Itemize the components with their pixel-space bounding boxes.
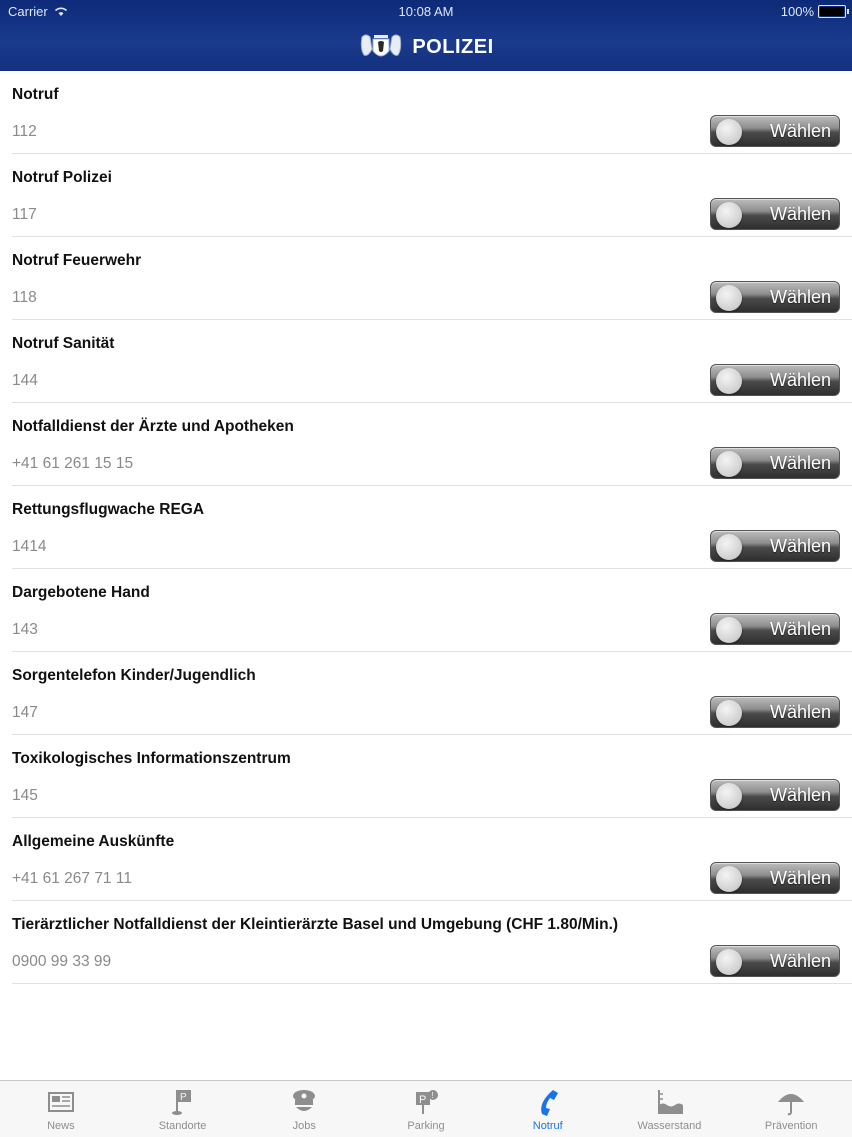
slider-knob[interactable] (716, 119, 742, 145)
contact-row (0, 486, 852, 569)
contact-number: 117 (12, 206, 37, 223)
battery-percent: 100% (780, 4, 814, 19)
dial-button-label: Wählen (769, 121, 831, 141)
dial-button-label: Wählen (769, 204, 831, 224)
tab-label: Wasserstand (637, 1120, 702, 1132)
status-bar (0, 0, 852, 22)
tab-label: News (47, 1120, 75, 1132)
dial-button[interactable] (710, 696, 840, 728)
slider-knob[interactable] (716, 368, 742, 394)
emergency-contact-list (0, 71, 852, 984)
dial-button-label: Wählen (769, 702, 831, 722)
dial-button-label: Wählen (769, 453, 831, 473)
carrier-label: Carrier (8, 4, 48, 19)
dial-button[interactable] (710, 364, 840, 396)
contact-row (0, 237, 852, 320)
contact-name: Sorgentelefon Kinder/Jugendlich (12, 667, 256, 684)
parking-info-icon (411, 1087, 441, 1117)
contact-name: Toxikologisches Informationszentrum (12, 750, 291, 767)
contact-row (0, 71, 852, 154)
contact-name: Tierärztlicher Notfalldienst der Kleintierärzte Basel und Umgebung (CHF 1.80/Min.) (12, 916, 619, 933)
contact-row (0, 735, 852, 818)
water-level-icon (654, 1087, 684, 1117)
phone-icon (533, 1087, 563, 1117)
svg-text:P: P (179, 1092, 187, 1103)
contact-number: +41 61 267 71 11 (12, 870, 132, 887)
contact-name: Notruf Polizei (12, 169, 112, 186)
tab-bar (0, 1080, 852, 1137)
slider-knob[interactable] (716, 700, 742, 726)
dial-button-label: Wählen (769, 287, 831, 307)
tab-label: Prävention (764, 1120, 818, 1132)
contact-row (0, 818, 852, 901)
dial-button-label: Wählen (769, 951, 831, 971)
dial-button[interactable] (710, 945, 840, 977)
tab-prävention[interactable] (730, 1081, 852, 1137)
dial-button-label: Wählen (769, 619, 831, 639)
tab-news[interactable] (0, 1081, 122, 1137)
umbrella-icon (776, 1087, 806, 1117)
dial-button[interactable] (710, 779, 840, 811)
slider-knob[interactable] (716, 617, 742, 643)
newspaper-icon (46, 1087, 76, 1117)
slider-knob[interactable] (716, 534, 742, 560)
contact-row (0, 403, 852, 486)
contact-name: Notruf Feuerwehr (12, 252, 142, 269)
contact-number: 143 (12, 621, 38, 638)
contact-row (0, 652, 852, 735)
contact-number: 112 (12, 123, 37, 140)
tab-label: Jobs (292, 1120, 316, 1132)
contact-name: Dargebotene Hand (12, 584, 150, 601)
slider-knob[interactable] (716, 866, 742, 892)
dial-button[interactable] (710, 862, 840, 894)
contact-name: Notruf (12, 86, 59, 103)
contact-row (0, 569, 852, 652)
contact-number: 1414 (12, 538, 47, 555)
contact-name: Notfalldienst der Ärzte und Apotheken (12, 418, 294, 435)
contact-number: 147 (12, 704, 38, 721)
slider-knob[interactable] (716, 202, 742, 228)
tab-standorte[interactable] (122, 1081, 244, 1137)
tab-label: Standorte (158, 1120, 207, 1132)
tab-jobs[interactable] (243, 1081, 365, 1137)
battery-icon (818, 5, 846, 18)
parking-flag-icon (168, 1087, 198, 1117)
svg-text:P: P (419, 1094, 427, 1106)
dial-button-label: Wählen (769, 536, 831, 556)
contact-number: 144 (12, 372, 38, 389)
navigation-header (0, 0, 852, 71)
contact-number: 145 (12, 787, 38, 804)
dial-button-label: Wählen (769, 868, 831, 888)
contact-number: +41 61 261 15 15 (12, 455, 134, 472)
contact-name: Rettungsflugwache REGA (12, 501, 205, 518)
dial-button[interactable] (710, 613, 840, 645)
dial-button-label: Wählen (769, 785, 831, 805)
contact-name: Allgemeine Auskünfte (12, 833, 175, 850)
svg-text:!: ! (431, 1091, 434, 1100)
page-title: POLIZEI (412, 35, 494, 58)
contact-number: 0900 99 33 99 (12, 953, 112, 970)
contact-row (0, 901, 852, 984)
tab-label: Parking (407, 1120, 445, 1132)
clock-label: 10:08 AM (398, 4, 454, 19)
row-divider (12, 983, 852, 984)
dial-button[interactable] (710, 198, 840, 230)
contact-row (0, 154, 852, 237)
slider-knob[interactable] (716, 949, 742, 975)
tab-parking[interactable] (365, 1081, 487, 1137)
slider-knob[interactable] (716, 285, 742, 311)
dial-button[interactable] (710, 281, 840, 313)
dial-button-label: Wählen (769, 370, 831, 390)
dial-button[interactable] (710, 115, 840, 147)
dial-button[interactable] (710, 530, 840, 562)
contact-number: 118 (12, 289, 37, 306)
tab-wasserstand[interactable] (609, 1081, 731, 1137)
tab-notruf[interactable] (487, 1081, 609, 1137)
tab-label: Notruf (532, 1120, 563, 1132)
police-cap-icon (289, 1087, 319, 1117)
dial-button[interactable] (710, 447, 840, 479)
police-crest-icon (358, 31, 404, 63)
slider-knob[interactable] (716, 783, 742, 809)
contact-name: Notruf Sanität (12, 335, 115, 352)
contact-row (0, 320, 852, 403)
slider-knob[interactable] (716, 451, 742, 477)
